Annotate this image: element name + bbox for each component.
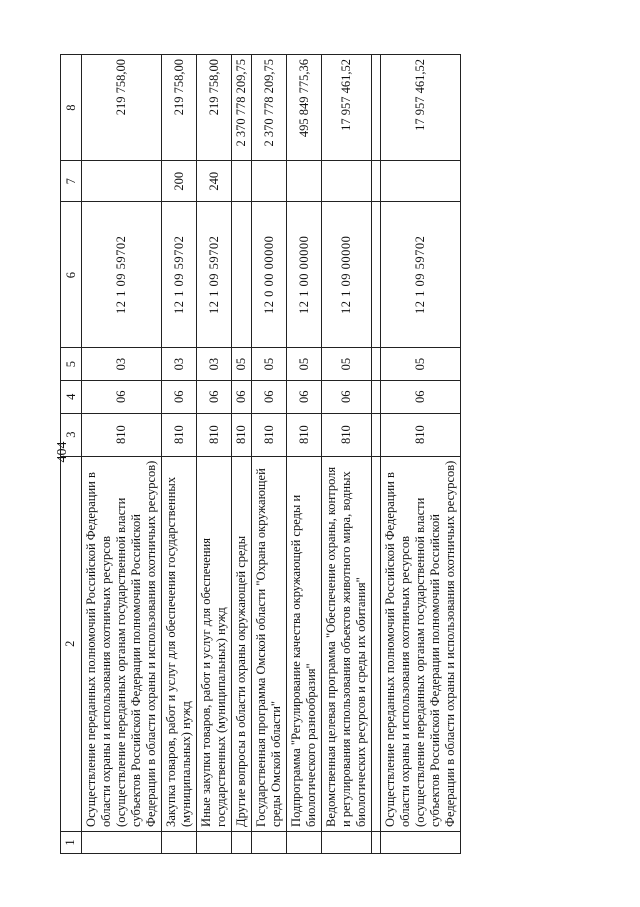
column-number: 8 — [61, 54, 82, 160]
table-row — [322, 54, 372, 853]
column-number: 5 — [61, 347, 82, 380]
row-expense-type: 240 — [197, 160, 232, 201]
spacer-cell — [372, 160, 381, 201]
row-target-article: 12 1 00 00000 — [287, 201, 322, 347]
row-expense-type — [322, 160, 372, 201]
row-expense-type: 200 — [162, 160, 197, 201]
row-description: Ведомственная целевая программа "Обеспечение охраны, контроля и регулирования использования объектов животного мира, водных биологических ресурсов и среды их обитания" — [322, 456, 372, 831]
row-target-article: 12 1 09 59702 — [162, 201, 197, 347]
spacer-cell — [372, 201, 381, 347]
row-amount: 2 370 778 209,75 — [232, 54, 252, 160]
row-section-code: 06 — [287, 380, 322, 413]
spacer-cell — [372, 456, 381, 831]
table-row — [162, 54, 197, 853]
row-expense-type — [252, 160, 287, 201]
column-number: 4 — [61, 380, 82, 413]
row-description: Иные закупки товаров, работ и услуг для обеспечения государственных (муниципальных) нужд — [197, 456, 232, 831]
row-section-code: 06 — [232, 380, 252, 413]
row-expense-type — [232, 160, 252, 201]
row-section-code: 06 — [381, 380, 461, 413]
spacer-cell — [372, 380, 381, 413]
rotated-page-content — [60, 54, 580, 854]
row-expense-type — [82, 160, 162, 201]
row-expense-type — [287, 160, 322, 201]
row-target-article: 12 1 09 00000 — [322, 201, 372, 347]
budget-table — [60, 54, 461, 854]
row-amount: 17 957 461,52 — [381, 54, 461, 160]
row-description: Государственная программа Омской области "Охрана окружающей среды Омской области" — [252, 456, 287, 831]
column-number: 2 — [61, 456, 82, 831]
row-subsection-code: 05 — [252, 347, 287, 380]
row-description: Подпрограмма "Регулирование качества окружающей среды и биологического разнообразия" — [287, 456, 322, 831]
row-empty-cell — [287, 831, 322, 853]
row-ministry-code: 810 — [252, 413, 287, 456]
table-row — [82, 54, 162, 853]
row-ministry-code: 810 — [232, 413, 252, 456]
table-row — [252, 54, 287, 853]
table-row — [197, 54, 232, 853]
row-subsection-code: 05 — [381, 347, 461, 380]
row-amount: 219 758,00 — [197, 54, 232, 160]
row-subsection-code: 03 — [197, 347, 232, 380]
row-empty-cell — [162, 831, 197, 853]
column-number: 3 — [61, 413, 82, 456]
page-number: 404 — [55, 441, 70, 463]
row-amount: 2 370 778 209,75 — [252, 54, 287, 160]
row-subsection-code: 05 — [322, 347, 372, 380]
table-row — [287, 54, 322, 853]
row-amount: 17 957 461,52 — [322, 54, 372, 160]
table-row — [232, 54, 252, 853]
row-description: Осуществление переданных полномочий Российской Федерации в области охраны и использования охотничьих ресурсов (осуществление переданных органам государственной власти субъектов Российской Федерации полномочий Российской Федерации в области охраны и использования охотничьих ресурсов) — [82, 456, 162, 831]
row-section-code: 06 — [252, 380, 287, 413]
row-empty-cell — [322, 831, 372, 853]
column-number: 6 — [61, 201, 82, 347]
row-amount: 495 849 775,36 — [287, 54, 322, 160]
row-ministry-code: 810 — [197, 413, 232, 456]
row-ministry-code: 810 — [322, 413, 372, 456]
row-amount: 219 758,00 — [162, 54, 197, 160]
column-number: 7 — [61, 160, 82, 201]
row-description: Другие вопросы в области охраны окружающей среды — [232, 456, 252, 831]
spacer-cell — [372, 347, 381, 380]
spacer-cell — [372, 54, 381, 160]
row-section-code: 06 — [197, 380, 232, 413]
row-section-code: 06 — [162, 380, 197, 413]
row-expense-type — [381, 160, 461, 201]
column-number: 1 — [61, 831, 82, 853]
row-subsection-code: 03 — [82, 347, 162, 380]
row-empty-cell — [381, 831, 461, 853]
row-ministry-code: 810 — [82, 413, 162, 456]
row-subsection-code: 05 — [232, 347, 252, 380]
row-description: Закупка товаров, работ и услуг для обеспечения государственных (муниципальных) нужд — [162, 456, 197, 831]
spacer-cell — [372, 413, 381, 456]
row-ministry-code: 810 — [381, 413, 461, 456]
table-row — [381, 54, 461, 853]
row-target-article: 12 1 09 59702 — [82, 201, 162, 347]
row-empty-cell — [82, 831, 162, 853]
row-target-article — [232, 201, 252, 347]
row-empty-cell — [252, 831, 287, 853]
row-amount: 219 758,00 — [82, 54, 162, 160]
row-subsection-code: 03 — [162, 347, 197, 380]
row-target-article: 12 1 09 59702 — [381, 201, 461, 347]
row-empty-cell — [197, 831, 232, 853]
row-section-code: 06 — [82, 380, 162, 413]
column-number-row — [61, 54, 82, 853]
table-spacer-row — [372, 54, 381, 853]
row-target-article: 12 0 00 00000 — [252, 201, 287, 347]
row-target-article: 12 1 09 59702 — [197, 201, 232, 347]
row-ministry-code: 810 — [162, 413, 197, 456]
row-empty-cell — [232, 831, 252, 853]
row-section-code: 06 — [322, 380, 372, 413]
row-ministry-code: 810 — [287, 413, 322, 456]
spacer-cell — [372, 831, 381, 853]
row-description: Осуществление переданных полномочий Российской Федерации в области охраны и использования охотничьих ресурсов (осуществление переданных органам государственной власти субъектов Российской Федерации полномочий Российской Федерации в области охраны и использования охотничьих ресурсов) — [381, 456, 461, 831]
row-subsection-code: 05 — [287, 347, 322, 380]
